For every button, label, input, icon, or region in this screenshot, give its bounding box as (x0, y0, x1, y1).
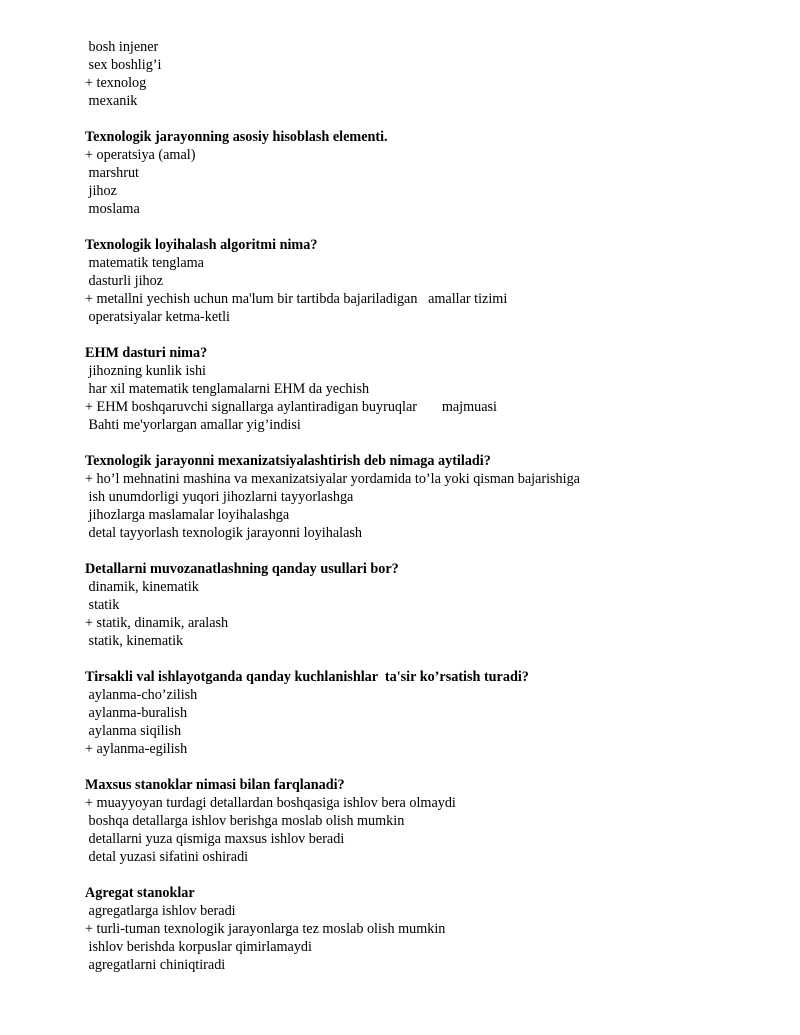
question-block (85, 776, 775, 866)
answer-option: sex boshlig’i (85, 57, 162, 73)
question-block (85, 884, 775, 974)
document-page (85, 38, 775, 974)
answer-option: + statik, dinamik, aralash (85, 615, 229, 631)
answer-option: operatsiyalar ketma-ketli (85, 309, 230, 325)
answer-option: + turli-tuman texnologik jarayonlarga tez moslab olish mumkin (85, 921, 446, 937)
answer-option: bosh injener (85, 39, 159, 55)
question-block (85, 128, 775, 218)
answer-option: dasturli jihoz (85, 273, 164, 289)
answer-option: jihozlarga maslamalar loyihalashga (85, 507, 290, 523)
question-title: EHM dasturi nima? (85, 345, 208, 361)
answer-option: aylanma-cho’zilish (85, 687, 198, 703)
answer-option: agregatlarga ishlov beradi (85, 903, 236, 919)
question-title: Agregat stanoklar (85, 885, 195, 901)
answer-option: aylanma siqilish (85, 723, 182, 739)
answer-option: statik, kinematik (85, 633, 184, 649)
answer-option: dinamik, kinematik (85, 579, 199, 595)
answer-option: + metallni yechish uchun ma'lum bir tartibda bajariladigan amallar tizimi (85, 291, 508, 307)
answer-option: marshrut (85, 165, 139, 181)
answer-option: detal tayyorlash texnologik jarayonni loyihalash (85, 525, 362, 541)
answer-option: Bahti me'yorlargan amallar yig’indisi (85, 417, 301, 433)
answer-option: agregatlarni chiniqtiradi (85, 957, 226, 973)
answer-option: matematik tenglama (85, 255, 204, 271)
answer-option: + operatsiya (amal) (85, 147, 196, 163)
question-title: Maxsus stanoklar nimasi bilan farqlanadi? (85, 777, 345, 793)
answer-option: + ho’l mehnatini mashina va mexanizatsiyalar yordamida to’la yoki qisman bajarishiga (85, 471, 580, 487)
question-block (85, 560, 775, 650)
answer-option: jihozning kunlik ishi (85, 363, 206, 379)
question-block (85, 236, 775, 326)
answer-option: boshqa detallarga ishlov berishga moslab olish mumkin (85, 813, 405, 829)
answer-option: + texnolog (85, 75, 147, 91)
answer-option: + EHM boshqaruvchi signallarga aylantiradigan buyruqlar majmuasi (85, 399, 497, 415)
answer-option: detal yuzasi sifatini oshiradi (85, 849, 249, 865)
answer-option: + aylanma-egilish (85, 741, 188, 757)
question-title: Texnologik jarayonni mexanizatsiyalashtirish deb nimaga aytiladi? (85, 453, 491, 469)
answer-option: jihoz (85, 183, 117, 199)
question-title: Tirsakli val ishlayotganda qanday kuchlanishlar ta'sir ko’rsatish turadi? (85, 669, 529, 685)
answer-option: detallarni yuza qismiga maxsus ishlov beradi (85, 831, 345, 847)
question-block (85, 452, 775, 542)
answer-option: har xil matematik tenglamalarni EHM da yechish (85, 381, 370, 397)
answer-option: mexanik (85, 93, 138, 109)
answer-option: moslama (85, 201, 140, 217)
answer-option: aylanma-buralish (85, 705, 188, 721)
question-block (85, 38, 775, 110)
answer-option: + muayyoyan turdagi detallardan boshqasiga ishlov bera olmaydi (85, 795, 456, 811)
answer-option: statik (85, 597, 120, 613)
question-title: Detallarni muvozanatlashning qanday usullari bor? (85, 561, 399, 577)
question-block (85, 344, 775, 434)
answer-option: ish unumdorligi yuqori jihozlarni tayyorlashga (85, 489, 354, 505)
question-block (85, 668, 775, 758)
question-title: Texnologik loyihalash algoritmi nima? (85, 237, 318, 253)
answer-option: ishlov berishda korpuslar qimirlamaydi (85, 939, 312, 955)
question-title: Texnologik jarayonning asosiy hisoblash elementi. (85, 129, 388, 145)
